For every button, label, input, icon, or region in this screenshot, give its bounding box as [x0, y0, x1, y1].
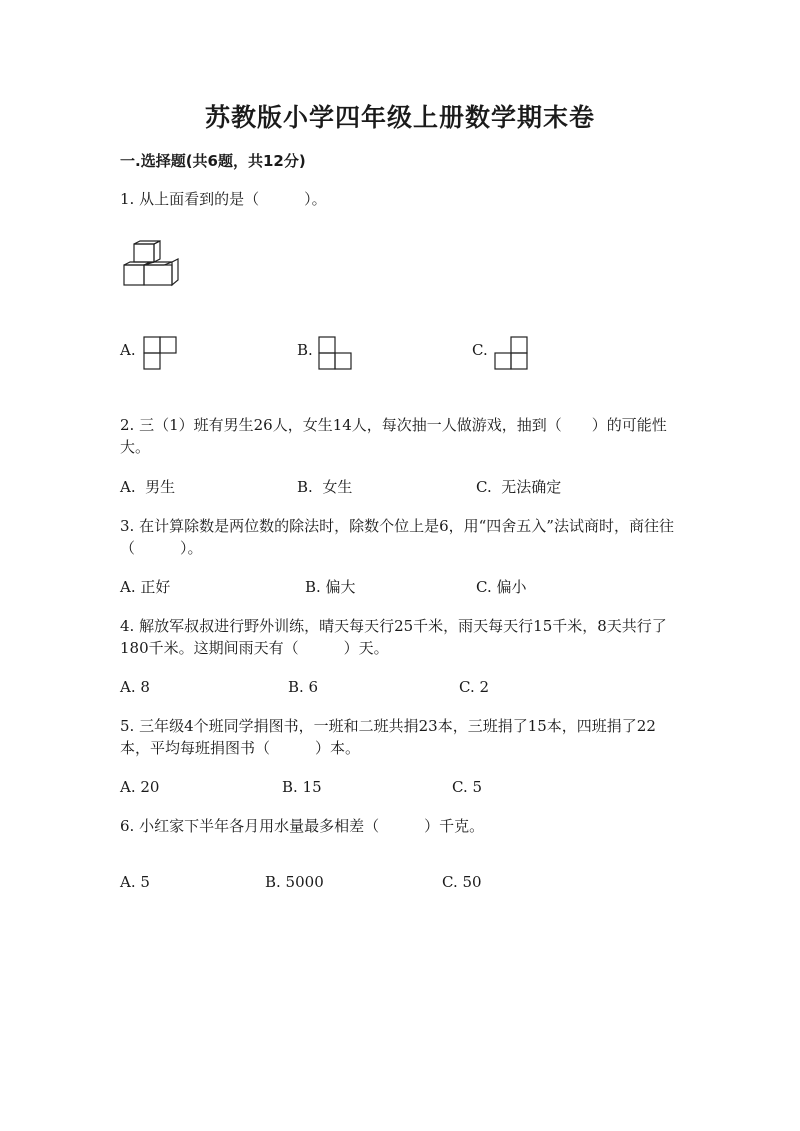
stacked-cubes-icon — [120, 240, 182, 290]
page-title: 苏教版小学四年级上册数学期末卷 — [204, 103, 595, 132]
question-5-text: 5. 三年级4个班同学捐图书，一班和二班共捐23本，三班捐了15本，四班捐了22本，平均每班捐图书（ ）本。 — [120, 717, 656, 757]
top-view-c-icon — [494, 336, 530, 370]
question-2-option-b[interactable]: B. 女生 — [297, 478, 353, 496]
question-4-option-a[interactable]: A. 8 — [120, 678, 150, 696]
question-4-option-c[interactable]: C. 2 — [459, 678, 490, 696]
question-6-option-a[interactable]: A. 5 — [120, 873, 150, 891]
question-1-option-a[interactable]: A. — [120, 341, 136, 359]
question-3-option-a[interactable]: A. 正好 — [120, 578, 171, 596]
question-6-option-b[interactable]: B. 5000 — [265, 873, 324, 891]
question-2-option-c[interactable]: C. 无法确定 — [476, 478, 562, 496]
question-5-option-b[interactable]: B. 15 — [282, 778, 322, 796]
question-5-option-c[interactable]: C. 5 — [452, 778, 483, 796]
question-2-option-a[interactable]: A. 男生 — [120, 478, 176, 496]
question-6-text: 6. 小红家下半年各月用水量最多相差（ ）千克。 — [120, 817, 485, 835]
top-view-b-icon — [318, 336, 354, 370]
question-3-option-b[interactable]: B. 偏大 — [305, 578, 356, 596]
question-1-text: 1. 从上面看到的是（ ）。 — [120, 190, 327, 208]
question-3-option-c[interactable]: C. 偏小 — [476, 578, 527, 596]
question-1-option-b[interactable]: B. — [297, 341, 313, 359]
question-5-option-a[interactable]: A. 20 — [120, 778, 160, 796]
question-4-option-b[interactable]: B. 6 — [288, 678, 319, 696]
question-2-text: 2. 三（1）班有男生26人，女生14人，每次抽一人做游戏，抽到（ ）的可能性大。 — [120, 416, 667, 456]
section-header: 一.选择题(共6题，共12分) — [120, 152, 306, 170]
question-3-text: 3. 在计算除数是两位数的除法时，除数个位上是6，用“四舍五入”法试商时，商往往（ ）。 — [120, 517, 674, 557]
question-4-text: 4. 解放军叔叔进行野外训练，晴天每天行25千米，雨天每天行15千米，8天共行了180千米。这期间雨天有（ ）天。 — [120, 617, 667, 657]
question-6-option-c[interactable]: C. 50 — [442, 873, 482, 891]
question-1-option-c[interactable]: C. — [472, 341, 488, 359]
top-view-a-icon — [143, 336, 179, 370]
